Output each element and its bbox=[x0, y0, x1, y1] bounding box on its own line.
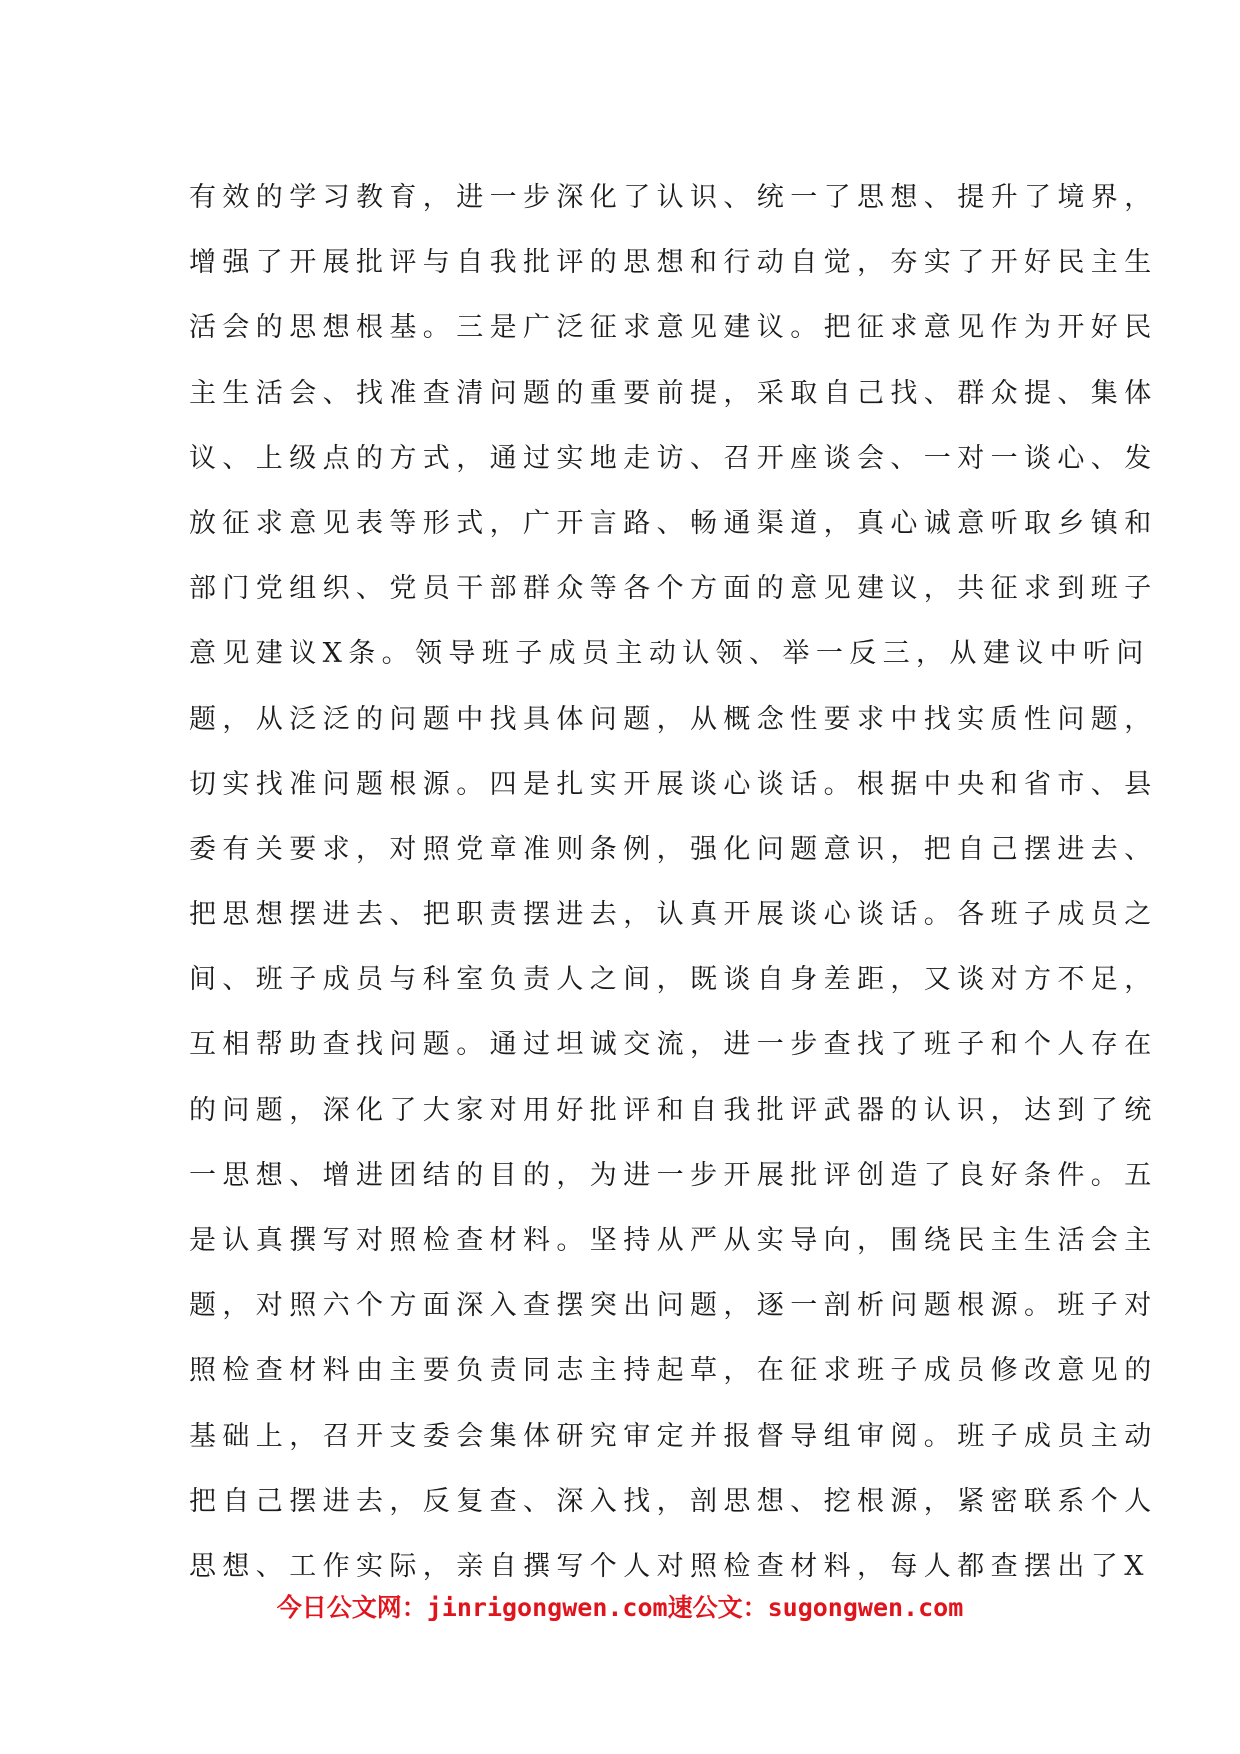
footer-site1-name: 今日公文网： bbox=[276, 1593, 427, 1622]
text-line: 一思想、增进团结的目的，为进一步开展批评创造了良好条件。五 bbox=[189, 1159, 1158, 1191]
text-line: 委有关要求，对照党章准则条例，强化问题意识，把自己摆进去、 bbox=[189, 833, 1158, 865]
text-line: 基础上，召开支委会集体研究审定并报督导组审阅。班子成员主动 bbox=[189, 1420, 1158, 1452]
footer-site1-url[interactable]: jinrigongwen.com bbox=[426, 1593, 668, 1622]
text-line: 放征求意见表等形式，广开言路、畅通渠道，真心诚意听取乡镇和 bbox=[189, 507, 1158, 539]
footer-watermark bbox=[0, 1588, 1240, 1624]
text-line: 间、班子成员与科室负责人之间，既谈自身差距，又谈对方不足， bbox=[189, 964, 1158, 996]
text-line: 互相帮助查找问题。通过坦诚交流，进一步查找了班子和个人存在 bbox=[189, 1029, 1158, 1061]
text-line: 照检查材料由主要负责同志主持起草，在征求班子成员修改意见的 bbox=[189, 1355, 1158, 1387]
text-line: 把自己摆进去，反复查、深入找，剖思想、挖根源，紧密联系个人 bbox=[189, 1485, 1158, 1517]
text-line: 部门党组织、党员干部群众等各个方面的意见建议，共征求到班子 bbox=[189, 573, 1158, 605]
text-line: 主生活会、找准查清问题的重要前提，采取自己找、群众提、集体 bbox=[189, 377, 1158, 409]
text-line: 题，对照六个方面深入查摆突出问题，逐一剖析问题根源。班子对 bbox=[189, 1290, 1158, 1322]
text-line: 是认真撰写对照检查材料。坚持从严从实导向，围绕民主生活会主 bbox=[189, 1225, 1158, 1256]
text-line: 活会的思想根基。三是广泛征求意见建议。把征求意见作为开好民 bbox=[189, 312, 1158, 344]
text-line: 的问题，深化了大家对用好批评和自我批评武器的认识，达到了统 bbox=[189, 1094, 1158, 1126]
text-line: 切实找准问题根源。四是扎实开展谈心谈话。根据中央和省市、县 bbox=[189, 768, 1158, 800]
footer-site2-url[interactable]: sugongwen.com bbox=[767, 1593, 964, 1622]
text-line: 增强了开展批评与自我批评的思想和行动自觉，夯实了开好民主生 bbox=[189, 247, 1158, 279]
body-paragraph bbox=[189, 172, 1158, 1606]
text-line: 把思想摆进去、把职责摆进去，认真开展谈心谈话。各班子成员之 bbox=[189, 899, 1158, 931]
text-line: 题，从泛泛的问题中找具体问题，从概念性要求中找实质性问题， bbox=[189, 703, 1158, 735]
text-line: 有效的学习教育，进一步深化了认识、统一了思想、提升了境界， bbox=[189, 182, 1158, 213]
text-line: 意见建议X条。领导班子成员主动认领、举一反三，从建议中听问 bbox=[189, 638, 1150, 670]
text-line: 思想、工作实际，亲自撰写个人对照检查材料，每人都查摆出了X bbox=[189, 1550, 1150, 1582]
text-line: 议、上级点的方式，通过实地走访、召开座谈会、一对一谈心、发 bbox=[189, 442, 1158, 474]
footer-site2-name: 速公文： bbox=[667, 1593, 768, 1622]
